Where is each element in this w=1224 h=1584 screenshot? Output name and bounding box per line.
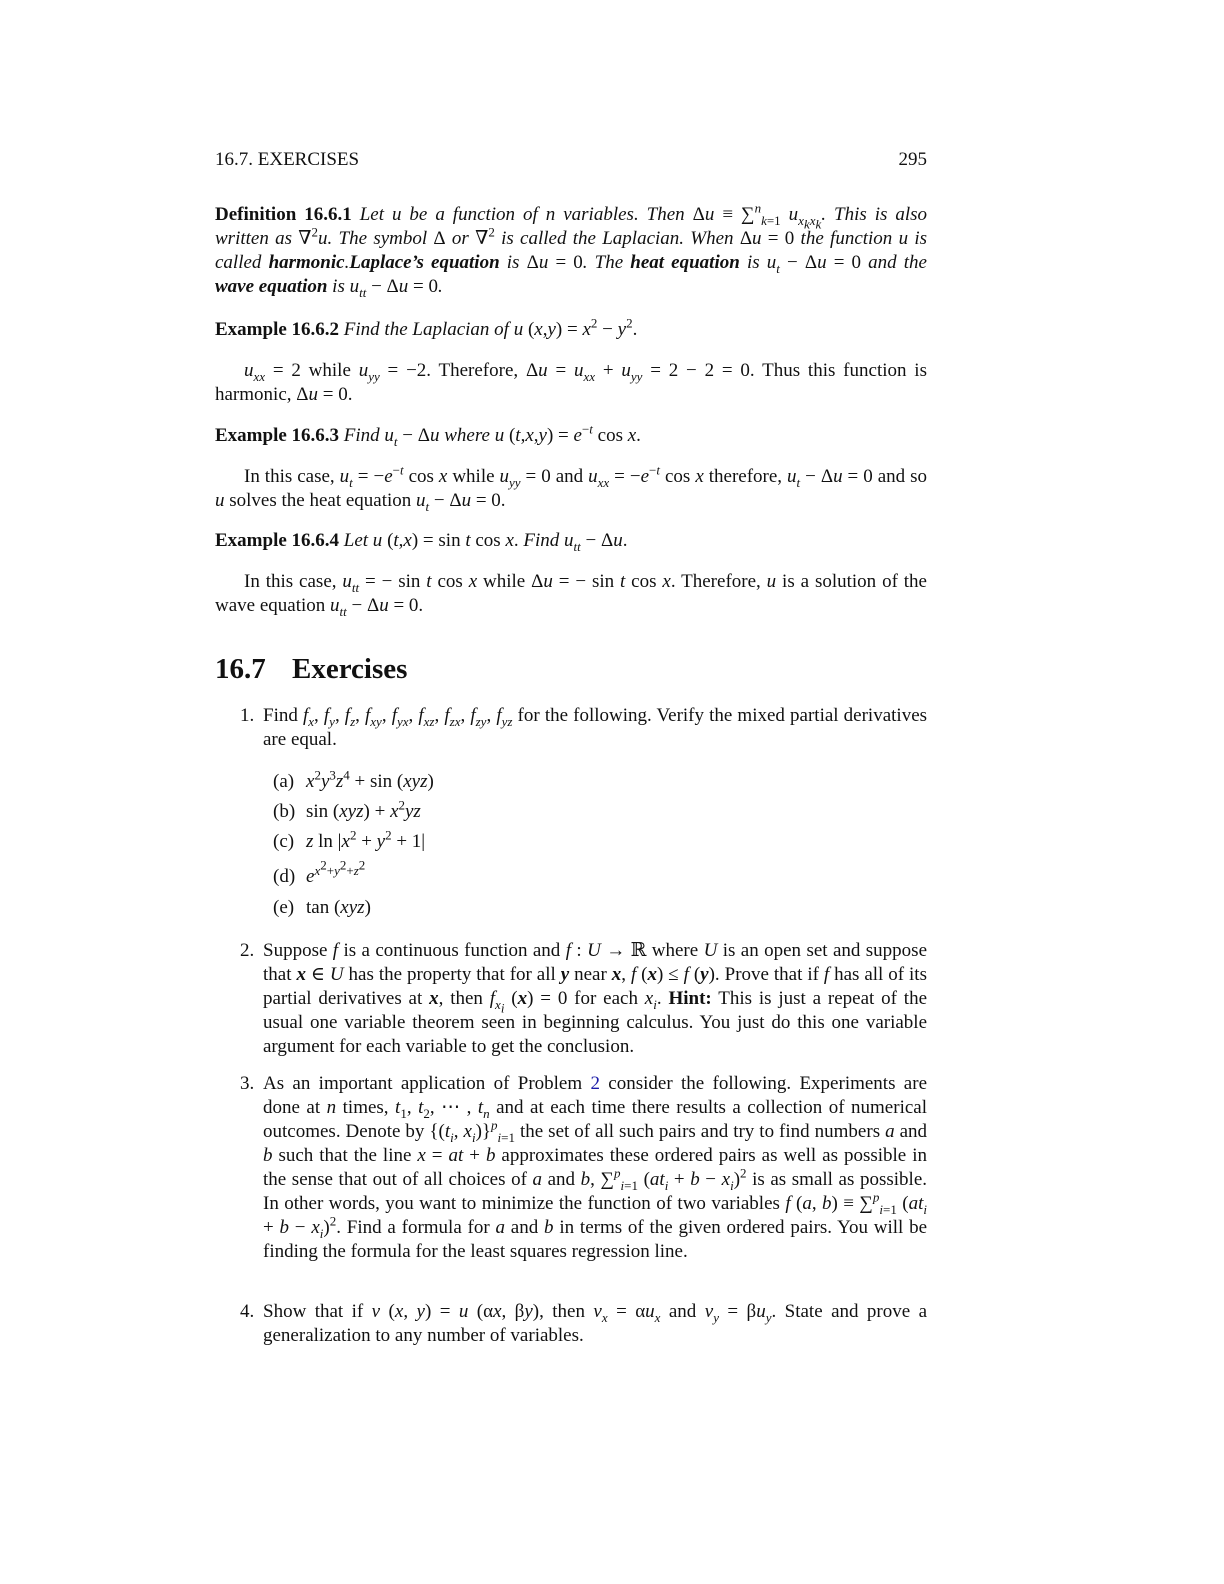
definition-16-6-1: Definition 16.6.1 Let u be a function of n variables. Then Δu ≡ ∑$^n_{k=1}$ $u_{x_kx_k}$. This is also written as ∇$^2$u. The symbol Δ or ∇$^2$ is called the Laplacian. When Δu = 0 the function u is called harmonic.Laplace’s equation is Δu = 0. The heat equation is $u_t - \Delta u = 0$ and the wave equation is $u_{tt} - \Delta u = 0$. [215,200,928,300]
exercise-2: 2. Suppose f is a continuous function and f : U → ℝ where U is an open set and suppose that x ∈ U has the property that for all y near x, f (x) ≤ f (y). Prove that if f has all of its partial derivatives at x, then $f_{x_i}$ (x) = 0 for each $x_i$. Hint: This is just a repeat of the usual one variable theorem seen in beginning calculus. You just do this one variable argument for each variable to get the conclusion. [240,940,928,1057]
example-16-6-3-solution: In this case, $u_t = -e^{-t}$ cos x while $u_{yy} = 0$ and $u_{xx} = -e^{-t}$ cos x therefore, $u_t - \Delta u = 0$ and so u solves the heat equation $u_t - \Delta u = 0$. [215,462,928,514]
subitem-a: (a) $x^2y^3z^4 + \sin (xyz)$ [273,767,434,792]
example-label: Example 16.6.2 [215,319,340,340]
example-16-6-4: Example 16.6.4 Let u (t,x) = sin t cos x. Find $u_{tt} - \Delta u$. [215,530,628,554]
term-wave: wave equation [215,276,328,297]
example-16-6-2-solution: $u_{xx} = 2$ while $u_{yy} = -2$. Therefore, $\Delta u = u_{xx} + u_{yy} = 2 - 2 = 0$. Thus this function is harmonic, Δu = 0. [215,360,927,405]
example-16-6-2: Example 16.6.2 Find the Laplacian of u $(x,y) = x^2 - y^2$. [215,315,638,340]
subitem-d: (d) $e^{x^2+y^2+z^2}$ [273,857,366,887]
hint-label: Hint: [668,988,712,1009]
problem-link[interactable]: 2 [590,1073,600,1094]
definition-label: Definition 16.6.1 [215,204,352,225]
exercise-1-subitems [273,767,434,923]
term-harmonic: harmonic [268,252,345,273]
exercise-3: 3. As an important application of Problem 2 consider the following. Experiments are done at n times, $t_1$, $t_2$, ⋯ , $t_n$ and at each time there results a collection of numerical outcomes. Denote by {($t_i$, $x_i)\}^p_{i=1}$ the set of all such pairs and try to find numbers a and b such that the line x = at + b approximates these ordered pairs as well as possible in the sense that out of all choices of a and b, ∑$^p_{i=1}$ $(at_i + b - x_i)^2$ is as small as possible. In other words, you want to minimize the function of two variables f (a, b) ≡ ∑$^p_{i=1}$ $(at_i + b - x_i)^2$. Find a formula for a and b in terms of the given ordered pairs. You will be finding the formula for the least squares regression line. [240,1073,928,1262]
term-laplace: Laplace’s equation [349,252,500,273]
subitem-c: (c) z $\ln |x^2 + y^2 + 1|$ [273,827,426,852]
example-16-6-4-solution: In this case, $u_{tt}$ = − sin t cos x while Δu = − sin t cos x. Therefore, u is a solution of the wave equation $u_{tt} - \Delta u = 0$. [215,571,927,619]
subitem-e: (e) tan (xyz) [273,897,371,918]
example-16-6-3: Example 16.6.3 Find $u_t - \Delta u$ where u $(t,x,y) = e^{-t}$ cos x. [215,421,641,449]
example-label: Example 16.6.4 [215,530,340,551]
section-header: 16.7. EXERCISES [215,149,360,170]
exercise-1: 1. Find $f_x$, $f_y$, $f_z$, $f_{xy}$, $f_{yx}$, $f_{xz}$, $f_{zx}$, $f_{zy}$, $f_{yz}$ for the following. Verify the mixed partial derivatives are equal. [240,705,928,750]
exercise-4: 4. Show that if v (x, y) = u (αx, βy), then $v_x = \alpha u_x$ and $v_y = \beta u_y$. State and prove a generalization to any number of variables. [240,1301,928,1346]
term-heat: heat equation [630,252,740,273]
page-number: 295 [898,149,927,170]
section-heading: 16.7 Exercises [215,653,408,685]
running-header [215,148,927,172]
example-label: Example 16.6.3 [215,425,340,446]
subitem-b: (b) $\sin (xyz) + x^2yz$ [273,797,421,822]
